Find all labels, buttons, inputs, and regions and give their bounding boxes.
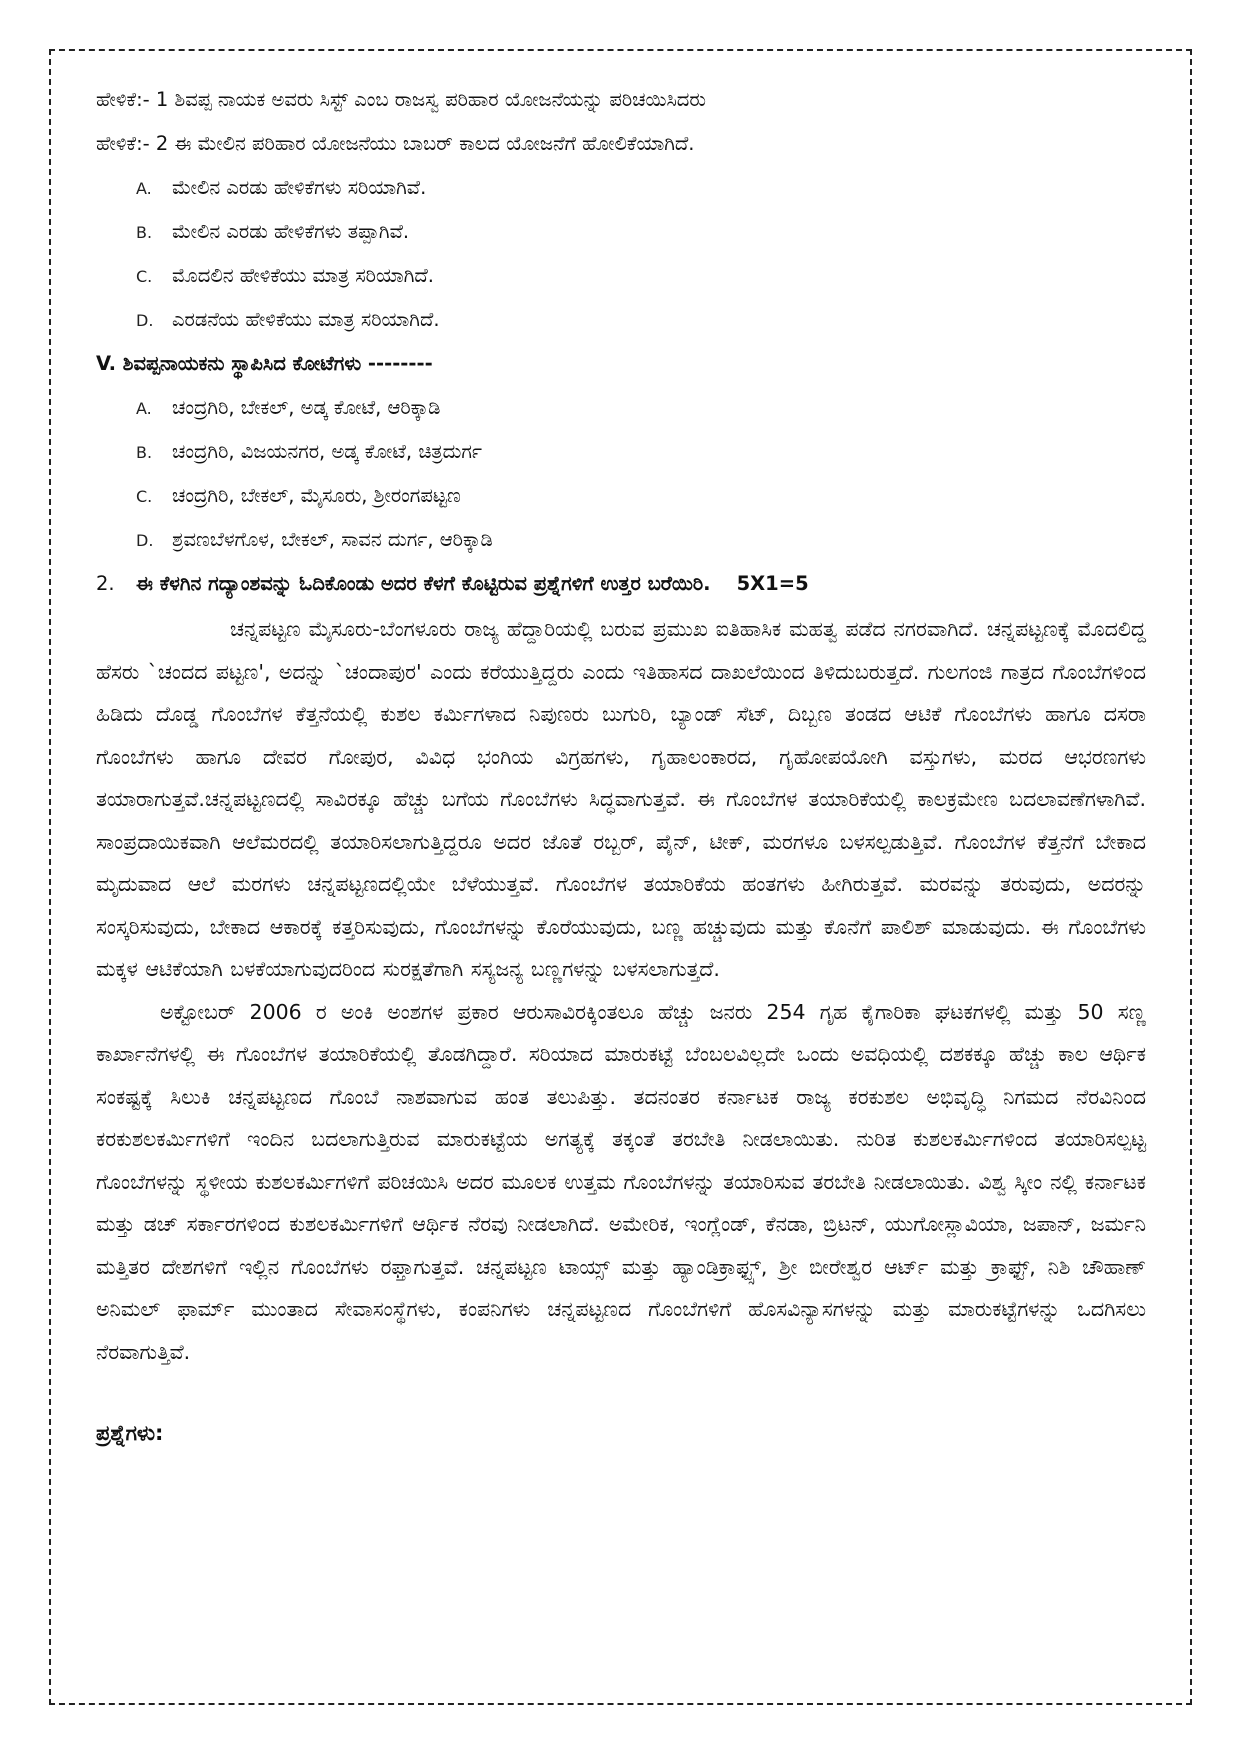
question-number: 2. <box>96 572 115 595</box>
option-text: ಮೇಲಿನ ಎರಡು ಹೇಳಿಕೆಗಳು ಸರಿಯಾಗಿವೆ. <box>172 176 427 199</box>
q5-option-c <box>96 474 1146 518</box>
question-5-title: V. ಶಿವಪ್ಪನಾಯಕನು ಸ್ಥಾಪಿಸಿದ ಕೋಟೆಗಳು -------- <box>96 352 433 375</box>
option-label: B. <box>136 443 153 462</box>
option-b <box>96 210 1146 254</box>
statement-1: ಹೇಳಿಕೆ:- 1 ಶಿವಪ್ಪ ನಾಯಕ ಅವರು ಸಿಸ್ಟ್ ಎಂಬ ರಾಜಸ್ವ ಪರಿಹಾರ ಯೋಜನೆಯನ್ನು ಪರಿಚಯಿಸಿದರು <box>96 88 706 111</box>
option-d <box>96 298 1146 342</box>
question-instruction: ಈ ಕೆಳಗಿನ ಗದ್ಯಾಂಶವನ್ನು ಓದಿಕೊಂಡು ಅದರ ಕೆಳಗೆ ಕೊಟ್ಟಿರುವ ಪ್ರಶ್ನೆಗಳಿಗೆ ಉತ್ತರ ಬರೆಯಿರಿ. <box>136 572 711 595</box>
option-text: ಚಂದ್ರಗಿರಿ, ವಿಜಯನಗರ, ಅಡ್ಕ ಕೋಟೆ, ಚಿತ್ರದುರ್ಗ <box>172 440 483 463</box>
option-label: C. <box>136 487 153 506</box>
question-2-heading <box>96 562 1146 606</box>
option-label: D. <box>136 311 154 330</box>
option-label: C. <box>136 267 153 286</box>
option-label: D. <box>136 531 154 550</box>
question-marks: 5X1=5 <box>736 572 809 595</box>
option-text: ಚಂದ್ರಗಿರಿ, ಬೇಕಲ್, ಅಡ್ಕ ಕೋಟೆ, ಆರಿಕ್ಕಾಡಿ <box>172 396 441 419</box>
option-text: ಶ್ರವಣಬೆಳಗೊಳ, ಬೇಕಲ್, ಸಾವನ ದುರ್ಗ, ಆರಿಕ್ಕಾಡಿ <box>172 528 493 551</box>
option-label: A. <box>136 399 152 418</box>
option-c <box>96 254 1146 298</box>
option-text: ಎರಡನೆಯ ಹೇಳಿಕೆಯು ಮಾತ್ರ ಸರಿಯಾಗಿದೆ. <box>172 308 440 331</box>
option-text: ಮೇಲಿನ ಎರಡು ಹೇಳಿಕೆಗಳು ತಪ್ಪಾಗಿವೆ. <box>172 220 410 243</box>
document-content <box>96 78 1146 1455</box>
option-label: B. <box>136 223 153 242</box>
q5-option-d <box>96 518 1146 562</box>
questions-heading: ಪ್ರಶ್ನೆಗಳು: <box>96 1421 164 1445</box>
option-text: ಚಂದ್ರಗಿರಿ, ಬೇಕಲ್, ಮೈಸೂರು, ಶ್ರೀರಂಗಪಟ್ಟಣ <box>172 484 461 507</box>
passage-paragraph-1: ಚನ್ನಪಟ್ಟಣ ಮೈಸೂರು-ಬೆಂಗಳೂರು ರಾಜ್ಯ ಹೆದ್ದಾರಿಯಲ್ಲಿ ಬರುವ ಪ್ರಮುಖ ಐತಿಹಾಸಿಕ ಮಹತ್ವ ಪಡೆದ ನಗರವಾಗಿದೆ. ಚನ್ನಪಟ್ಟಣಕ್ಕೆ ಮೊದಲಿದ್ದ ಹೆಸರು `ಚಂದದ ಪಟ್ಟಣ', ಅದನ್ನು `ಚಂದಾಪುರ' ಎಂದು ಕರೆಯುತ್ತಿದ್ದರು ಎಂದು ಇತಿಹಾಸದ ದಾಖಲೆಯಿಂದ ತಿಳಿದುಬರುತ್ತದೆ. ಗುಲಗಂಜಿ ಗಾತ್ರದ ಗೊಂಬೆಗಳಿಂದ ಹಿಡಿದು ದೊಡ್ಡ ಗೊಂಬೆಗಳ ಕೆತ್ತನೆಯಲ್ಲಿ ಕುಶಲ ಕರ್ಮಿಗಳಾದ ನಿಪುಣರು ಬುಗುರಿ, ಬ್ಯಾಂಡ್ ಸೆಟ್, ದಿಬ್ಬಣ ತಂಡದ ಆಟಿಕೆ ಗೊಂಬೆಗಳು ಹಾಗೂ ದಸರಾ ಗೊಂಬೆಗಳು ಹಾಗೂ ದೇವರ ಗೋಪುರ, ವಿವಿಧ ಭಂಗಿಯ ವಿಗ್ರಹಗಳು, ಗೃಹಾಲಂಕಾರದ, ಗೃಹೋಪಯೋಗಿ ವಸ್ತುಗಳು, ಮರದ ಆಭರಣಗಳು ತಯಾರಾಗುತ್ತವೆ.ಚನ್ನಪಟ್ಟಣದಲ್ಲಿ ಸಾವಿರಕ್ಕೂ ಹೆಚ್ಚು ಬಗೆಯ ಗೊಂಬೆಗಳು ಸಿದ್ಧವಾಗುತ್ತವೆ. ಈ ಗೊಂಬೆಗಳ ತಯಾರಿಕೆಯಲ್ಲಿ ಕಾಲಕ್ರಮೇಣ ಬದಲಾವಣೆಗಳಾಗಿವೆ. ಸಾಂಪ್ರದಾಯಿಕವಾಗಿ ಆಲೆಮರದಲ್ಲಿ ತಯಾರಿಸಲಾಗುತ್ತಿದ್ದರೂ ಅದರ ಜೊತೆ ರಬ್ಬರ್, ಪೈನ್, ಟೀಕ್, ಮರಗಳೂ ಬಳಸಲ್ಪಡುತ್ತಿವೆ. ಗೊಂಬೆಗಳ ಕೆತ್ತನೆಗೆ ಬೇಕಾದ ಮೃದುವಾದ ಆಲೆ ಮರಗಳು ಚನ್ನಪಟ್ಟಣದಲ್ಲಿಯೇ ಬೆಳೆಯುತ್ತವೆ. ಗೊಂಬೆಗಳ ತಯಾರಿಕೆಯ ಹಂತಗಳು ಹೀಗಿರುತ್ತವೆ. ಮರವನ್ನು ತರುವುದು, ಅದರನ್ನು ಸಂಸ್ಕರಿಸುವುದು, ಬೇಕಾದ ಆಕಾರಕ್ಕೆ ಕತ್ತರಿಸುವುದು, ಗೊಂಬೆಗಳನ್ನು ಕೊರೆಯುವುದು, ಬಣ್ಣ ಹಚ್ಚುವುದು ಮತ್ತು ಕೊನೆಗೆ ಪಾಲಿಶ್ ಮಾಡುವುದು. ಈ ಗೊಂಬೆಗಳು ಮಕ್ಕಳ ಆಟಿಕೆಯಾಗಿ ಬಳಕೆಯಾಗುವುದರಿಂದ ಸುರಕ್ಷತೆಗಾಗಿ ಸಸ್ಯಜನ್ಯ ಬಣ್ಣಗಳನ್ನು ಬಳಸಲಾಗುತ್ತದೆ. <box>96 617 1146 981</box>
option-a <box>96 166 1146 210</box>
option-text: ಮೊದಲಿನ ಹೇಳಿಕೆಯು ಮಾತ್ರ ಸರಿಯಾಗಿದೆ. <box>172 264 434 287</box>
statement-2: ಹೇಳಿಕೆ:- 2 ಈ ಮೇಲಿನ ಪರಿಹಾರ ಯೋಜನೆಯು ಬಾಬರ್ ಕಾಲದ ಯೋಜನೆಗೆ ಹೋಲಿಕೆಯಾಗಿದೆ. <box>96 132 695 155</box>
q5-option-b <box>96 430 1146 474</box>
passage-paragraph-2: ಅಕ್ಟೋಬರ್ 2006 ರ ಅಂಕಿ ಅಂಶಗಳ ಪ್ರಕಾರ ಆರುಸಾವಿರಕ್ಕಿಂತಲೂ ಹೆಚ್ಚು ಜನರು 254 ಗೃಹ ಕೈಗಾರಿಕಾ ಘಟಕಗಳಲ್ಲಿ ಮತ್ತು 50 ಸಣ್ಣ ಕಾರ್ಖಾನೆಗಳಲ್ಲಿ ಈ ಗೊಂಬೆಗಳ ತಯಾರಿಕೆಯಲ್ಲಿ ತೊಡಗಿದ್ದಾರೆ. ಸರಿಯಾದ ಮಾರುಕಟ್ಟೆ ಬೆಂಬಲವಿಲ್ಲದೇ ಒಂದು ಅವಧಿಯಲ್ಲಿ ದಶಕಕ್ಕೂ ಹೆಚ್ಚು ಕಾಲ ಆರ್ಥಿಕ ಸಂಕಷ್ಟಕ್ಕೆ ಸಿಲುಕಿ ಚನ್ನಪಟ್ಟಣದ ಗೊಂಬೆ ನಾಶವಾಗುವ ಹಂತ ತಲುಪಿತ್ತು. ತದನಂತರ ಕರ್ನಾಟಕ ರಾಜ್ಯ ಕರಕುಶಲ ಅಭಿವೃದ್ಧಿ ನಿಗಮದ ನೆರವಿನಿಂದ ಕರಕುಶಲಕರ್ಮಿಗಳಿಗೆ ಇಂದಿನ ಬದಲಾಗುತ್ತಿರುವ ಮಾರುಕಟ್ಟೆಯ ಅಗತ್ಯಕ್ಕೆ ತಕ್ಕಂತೆ ತರಬೇತಿ ನೀಡಲಾಯಿತು. ನುರಿತ ಕುಶಲಕರ್ಮಿಗಳಿಂದ ತಯಾರಿಸಲ್ಪಟ್ಟ ಗೊಂಬೆಗಳನ್ನು ಸ್ಥಳೀಯ ಕುಶಲಕರ್ಮಿಗಳಿಗೆ ಪರಿಚಯಿಸಿ ಅದರ ಮೂಲಕ ಉತ್ತಮ ಗೊಂಬೆಗಳನ್ನು ತಯಾರಿಸುವ ತರಬೇತಿ ನೀಡಲಾಯಿತು. ವಿಶ್ವ ಸ್ಕೀಂ ನಲ್ಲಿ ಕರ್ನಾಟಕ ಮತ್ತು ಡಚ್ ಸರ್ಕಾರಗಳಿಂದ ಕುಶಲಕರ್ಮಿಗಳಿಗೆ ಆರ್ಥಿಕ ನೆರವು ನೀಡಲಾಗಿದೆ. ಅಮೇರಿಕ, ಇಂಗ್ಲೆಂಡ್, ಕೆನಡಾ, ಬ್ರಿಟನ್, ಯುಗೋಸ್ಲಾವಿಯಾ, ಜಪಾನ್, ಜರ್ಮನಿ ಮತ್ತಿತರ ದೇಶಗಳಿಗೆ ಇಲ್ಲಿನ ಗೊಂಬೆಗಳು ರಫ್ತಾಗುತ್ತವೆ. ಚನ್ನಪಟ್ಟಣ ಟಾಯ್ಸ್ ಮತ್ತು ಹ್ಯಾಂಡಿಕ್ರಾಫ್ಟ್ಸ್, ಶ್ರೀ ಬೀರೇಶ್ವರ ಆರ್ಟ್ ಮತ್ತು ಕ್ರಾಫ್ಟ್, ನಿಶಿ ಚೌಹಾಣ್ ಅನಿಮಲ್ ಫಾರ್ಮ್ ಮುಂತಾದ ಸೇವಾಸಂಸ್ಥೆಗಳು, ಕಂಪನಿಗಳು ಚನ್ನಪಟ್ಟಣದ ಗೊಂಬೆಗಳಿಗೆ ಹೊಸವಿನ್ಯಾಸಗಳನ್ನು ಮತ್ತು ಮಾರುಕಟ್ಟೆಗಳನ್ನು ಒದಗಿಸಲು ನೆರವಾಗುತ್ತಿವೆ. <box>96 999 1146 1364</box>
q5-option-a <box>96 386 1146 430</box>
option-label: A. <box>136 179 152 198</box>
